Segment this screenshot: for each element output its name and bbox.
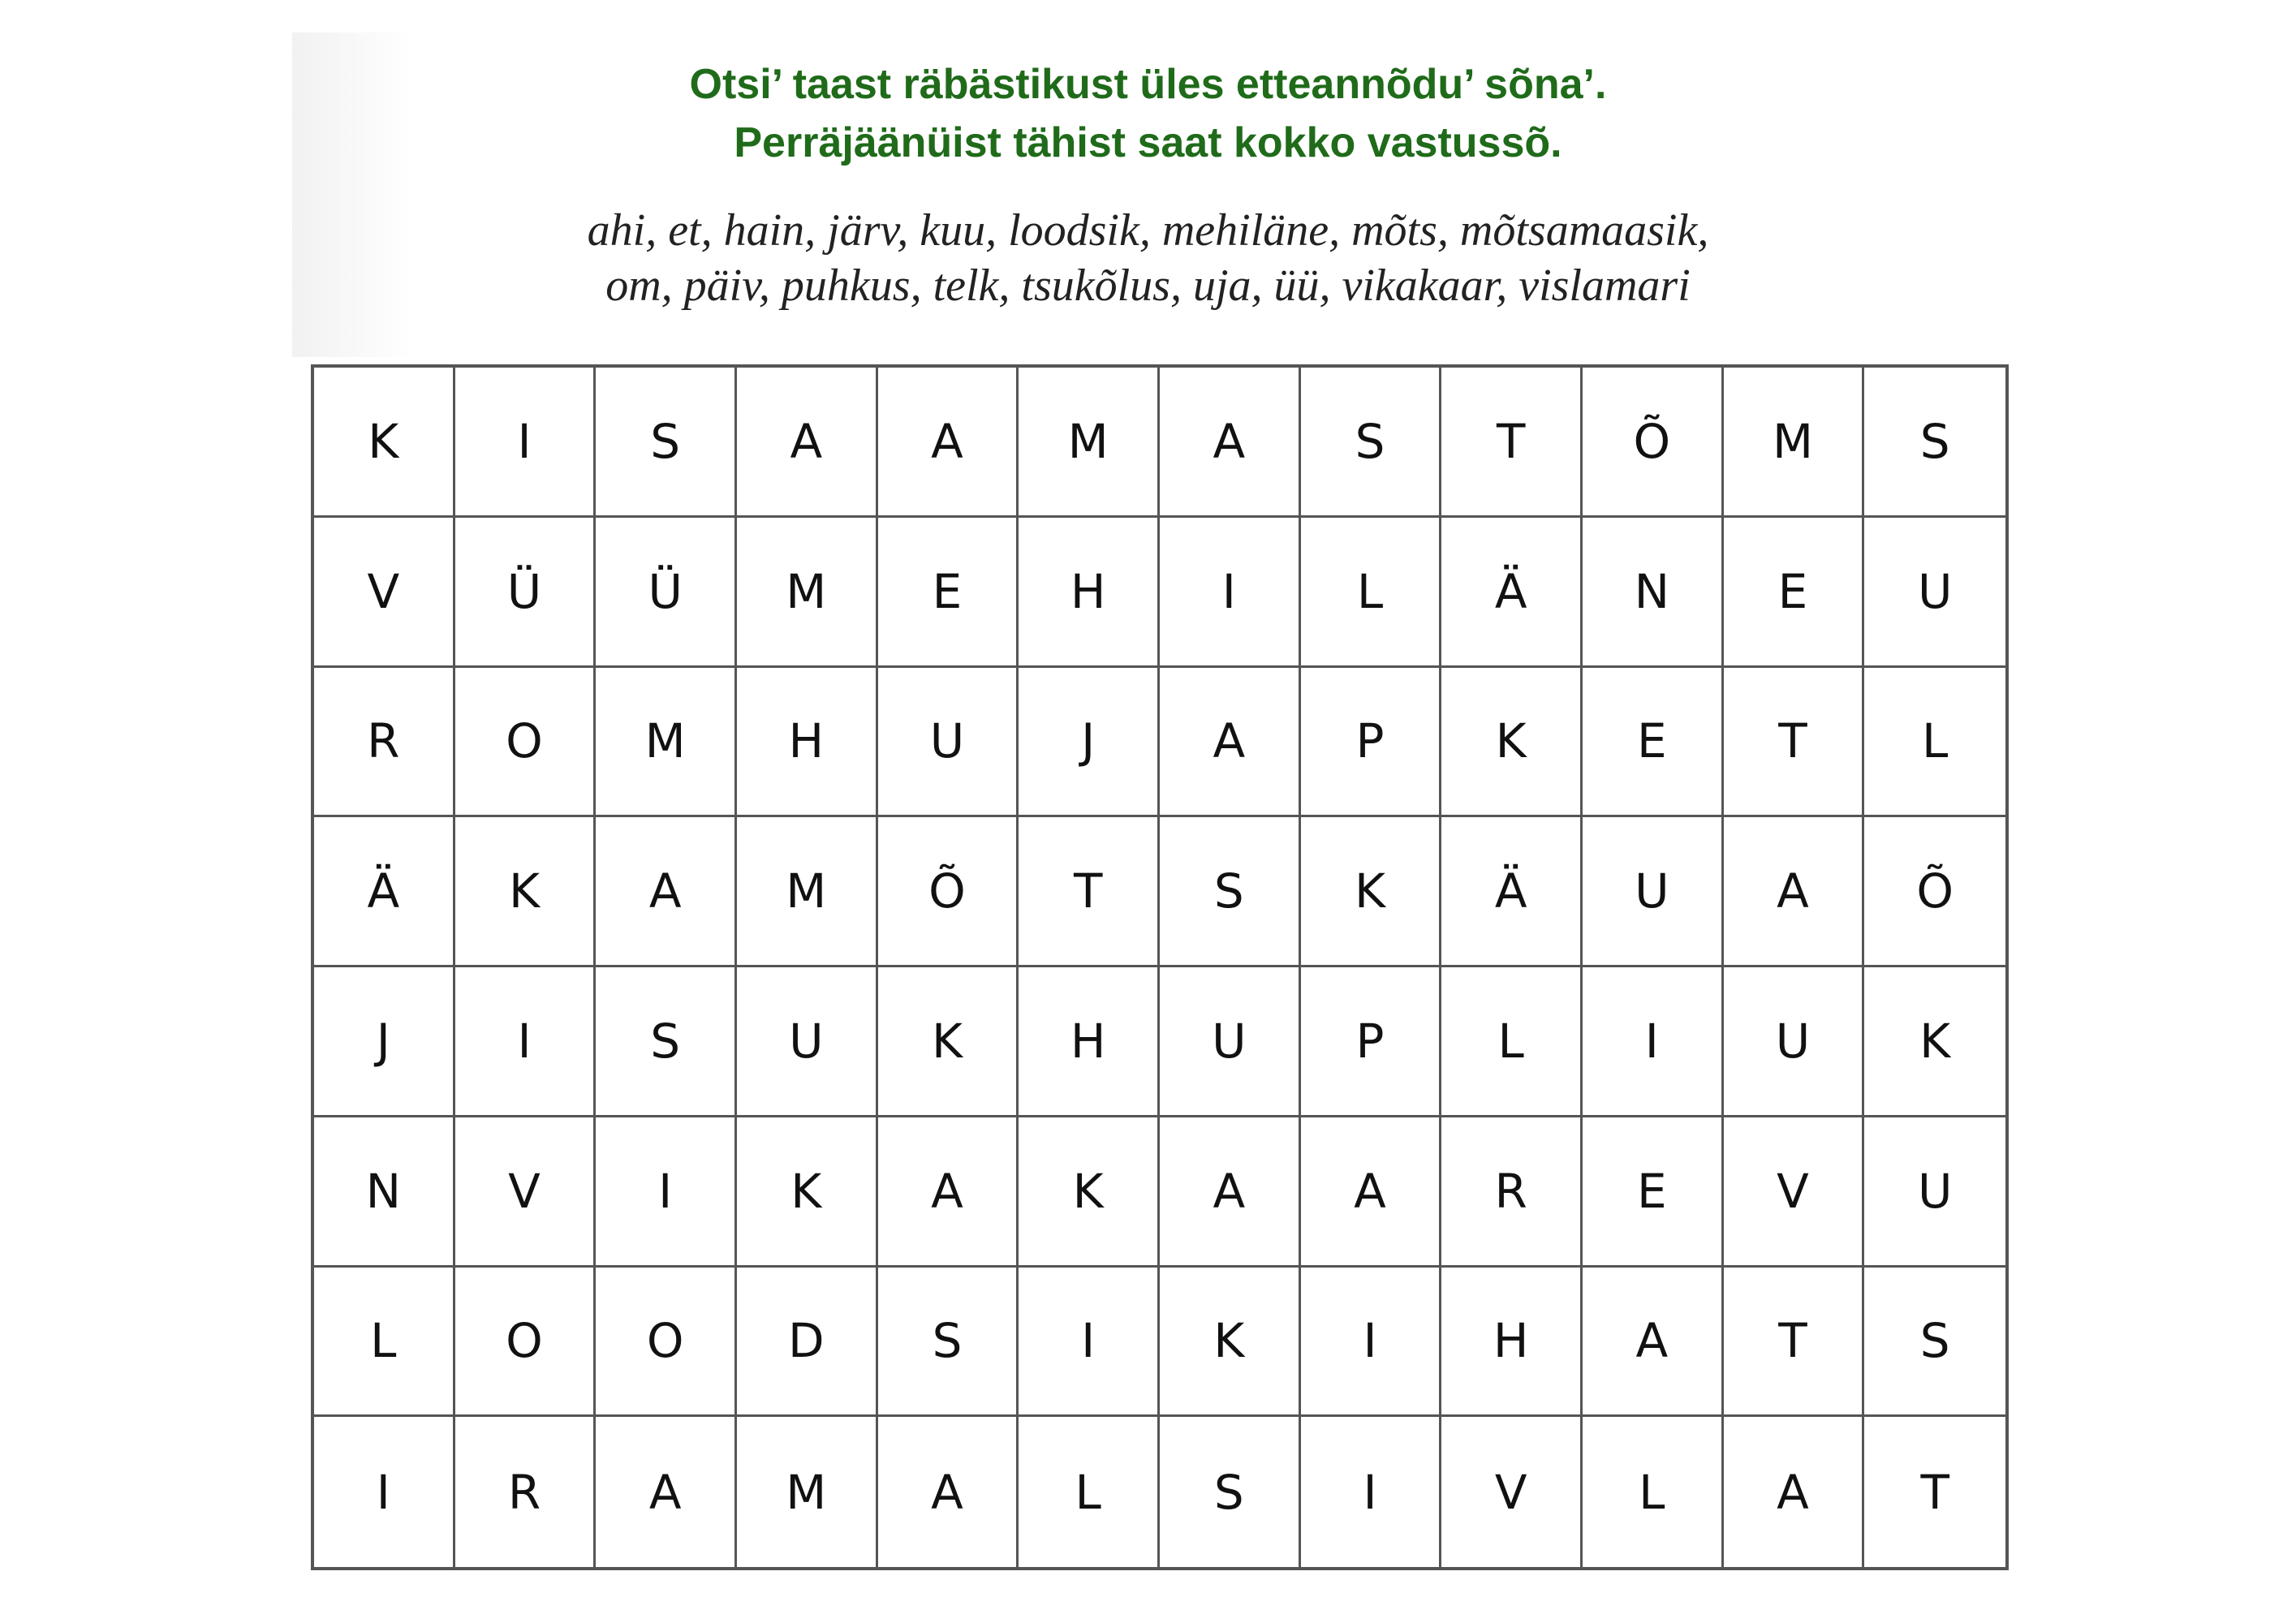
grid-cell[interactable]: T bbox=[1724, 668, 1865, 818]
grid-cell[interactable]: O bbox=[596, 1268, 737, 1418]
grid-cell[interactable]: P bbox=[1301, 668, 1442, 818]
grid-cell[interactable]: E bbox=[878, 518, 1019, 668]
word-list-line-2: om, päiv, puhkus, telk, tsukõlus, uja, üü, vikakaar, vislamari bbox=[605, 260, 1691, 311]
grid-cell[interactable]: A bbox=[1160, 668, 1301, 818]
grid-cell[interactable]: E bbox=[1724, 518, 1865, 668]
grid-cell[interactable]: L bbox=[1864, 668, 2005, 818]
grid-cell[interactable]: K bbox=[314, 368, 455, 518]
grid-cell[interactable]: R bbox=[1441, 1117, 1583, 1268]
grid-cell[interactable]: S bbox=[878, 1268, 1019, 1418]
grid-cell[interactable]: M bbox=[737, 518, 878, 668]
grid-cell[interactable]: M bbox=[737, 817, 878, 967]
grid-cell[interactable]: A bbox=[737, 368, 878, 518]
grid-cell[interactable]: U bbox=[1864, 1117, 2005, 1268]
grid-cell[interactable]: K bbox=[1160, 1268, 1301, 1418]
grid-cell[interactable]: K bbox=[455, 817, 597, 967]
grid-cell[interactable]: H bbox=[1441, 1268, 1583, 1418]
grid-cell[interactable]: A bbox=[1583, 1268, 1724, 1418]
grid-cell[interactable]: I bbox=[314, 1417, 455, 1567]
grid-cell[interactable]: J bbox=[314, 967, 455, 1117]
grid-cell[interactable]: K bbox=[1441, 668, 1583, 818]
grid-cell[interactable]: E bbox=[1583, 668, 1724, 818]
grid-cell[interactable]: I bbox=[1301, 1417, 1442, 1567]
grid-cell[interactable]: V bbox=[455, 1117, 597, 1268]
grid-cell[interactable]: I bbox=[596, 1117, 737, 1268]
grid-cell[interactable]: A bbox=[1160, 1117, 1301, 1268]
grid-cell[interactable]: K bbox=[1864, 967, 2005, 1117]
grid-cell[interactable]: Ü bbox=[596, 518, 737, 668]
grid-cell[interactable]: T bbox=[1019, 817, 1160, 967]
grid-cell[interactable]: S bbox=[1301, 368, 1442, 518]
grid-cell[interactable]: R bbox=[314, 668, 455, 818]
grid-cell[interactable]: Õ bbox=[1864, 817, 2005, 967]
grid-cell[interactable]: U bbox=[1724, 967, 1865, 1117]
grid-cell[interactable]: Ä bbox=[314, 817, 455, 967]
grid-cell[interactable]: Õ bbox=[1583, 368, 1724, 518]
grid-cell[interactable]: H bbox=[1019, 518, 1160, 668]
grid-cell[interactable]: I bbox=[1583, 967, 1724, 1117]
grid-cell[interactable]: K bbox=[1019, 1117, 1160, 1268]
grid-cell[interactable]: L bbox=[1019, 1417, 1160, 1567]
grid-cell[interactable]: I bbox=[1160, 518, 1301, 668]
grid-cell[interactable]: T bbox=[1920, 1464, 1949, 1520]
grid-cell[interactable]: U bbox=[878, 668, 1019, 818]
grid-cell[interactable]: Ä bbox=[1441, 518, 1583, 668]
grid-cell[interactable]: L bbox=[1583, 1417, 1724, 1567]
grid-cell[interactable]: A bbox=[878, 368, 1019, 518]
grid-cell[interactable]: H bbox=[1019, 967, 1160, 1117]
grid-cell[interactable]: A bbox=[596, 817, 737, 967]
grid-cell[interactable]: V bbox=[1441, 1417, 1583, 1567]
grid-cell[interactable]: Ü bbox=[455, 518, 597, 668]
grid-cell[interactable]: I bbox=[1019, 1268, 1160, 1418]
grid-cell[interactable]: O bbox=[455, 1268, 597, 1418]
grid-cell[interactable]: A bbox=[1724, 1417, 1865, 1567]
instruction-line-1: Otsi’ taast räbästikust üles etteannõdu’ sõna’. bbox=[689, 61, 1607, 108]
grid-cell[interactable]: I bbox=[455, 368, 597, 518]
grid-cell[interactable]: U bbox=[1160, 967, 1301, 1117]
grid-cell[interactable]: A bbox=[1301, 1117, 1442, 1268]
grid-cell[interactable]: N bbox=[314, 1117, 455, 1268]
instruction-line-2: Perräjäänüist tähist saat kokko vastussõ. bbox=[734, 119, 1562, 166]
word-list-line-1: ahi, et, hain, järv, kuu, loodsik, mehiläne, mõts, mõtsamaasik, bbox=[587, 205, 1709, 256]
grid-cell[interactable]: M bbox=[1724, 368, 1865, 518]
grid-cell[interactable]: M bbox=[1019, 368, 1160, 518]
grid-cell[interactable]: J bbox=[1019, 668, 1160, 818]
word-search-grid bbox=[311, 364, 2009, 1570]
grid-cell[interactable]: V bbox=[314, 518, 455, 668]
grid-cell[interactable]: A bbox=[878, 1117, 1019, 1268]
grid-cell[interactable]: S bbox=[1864, 1268, 2005, 1418]
grid-cell[interactable]: M bbox=[737, 1417, 878, 1567]
grid-cell[interactable]: U bbox=[1864, 518, 2005, 668]
grid-cell[interactable]: Ä bbox=[1441, 817, 1583, 967]
grid-cell[interactable]: T bbox=[1441, 368, 1583, 518]
instructions bbox=[0, 55, 2296, 172]
grid-cell[interactable]: Õ bbox=[878, 817, 1019, 967]
grid-cell[interactable]: S bbox=[1160, 817, 1301, 967]
grid-cell[interactable]: H bbox=[737, 668, 878, 818]
grid-cell[interactable]: S bbox=[1160, 1417, 1301, 1567]
grid-cell[interactable]: K bbox=[1301, 817, 1442, 967]
grid-cell[interactable]: T bbox=[1724, 1268, 1865, 1418]
grid-cell[interactable]: A bbox=[1724, 817, 1865, 967]
grid-cell[interactable]: R bbox=[455, 1417, 597, 1567]
grid-cell[interactable]: S bbox=[1864, 368, 2005, 518]
grid-cell[interactable]: A bbox=[878, 1417, 1019, 1567]
grid-cell[interactable]: I bbox=[1301, 1268, 1442, 1418]
grid-cell[interactable]: M bbox=[596, 668, 737, 818]
word-list bbox=[0, 203, 2296, 313]
grid-cell[interactable]: U bbox=[1583, 817, 1724, 967]
grid-cell[interactable]: S bbox=[596, 368, 737, 518]
grid-cell[interactable]: L bbox=[1301, 518, 1442, 668]
grid-cell[interactable]: S bbox=[596, 967, 737, 1117]
grid-cell[interactable]: N bbox=[1583, 518, 1724, 668]
grid-cell[interactable]: P bbox=[1301, 967, 1442, 1117]
grid-cell[interactable]: V bbox=[1724, 1117, 1865, 1268]
grid-cell[interactable]: K bbox=[737, 1117, 878, 1268]
grid-cell[interactable]: L bbox=[314, 1268, 455, 1418]
grid-cell[interactable]: D bbox=[737, 1268, 878, 1418]
grid-cell[interactable]: L bbox=[1441, 967, 1583, 1117]
grid-cell[interactable]: K bbox=[878, 967, 1019, 1117]
grid-cell[interactable]: A bbox=[1160, 368, 1301, 518]
grid-cell[interactable]: A bbox=[596, 1417, 737, 1567]
grid-cell[interactable]: O bbox=[455, 668, 597, 818]
grid-cell[interactable]: I bbox=[455, 967, 597, 1117]
grid-cell[interactable]: E bbox=[1583, 1117, 1724, 1268]
grid-cell[interactable]: U bbox=[737, 967, 878, 1117]
